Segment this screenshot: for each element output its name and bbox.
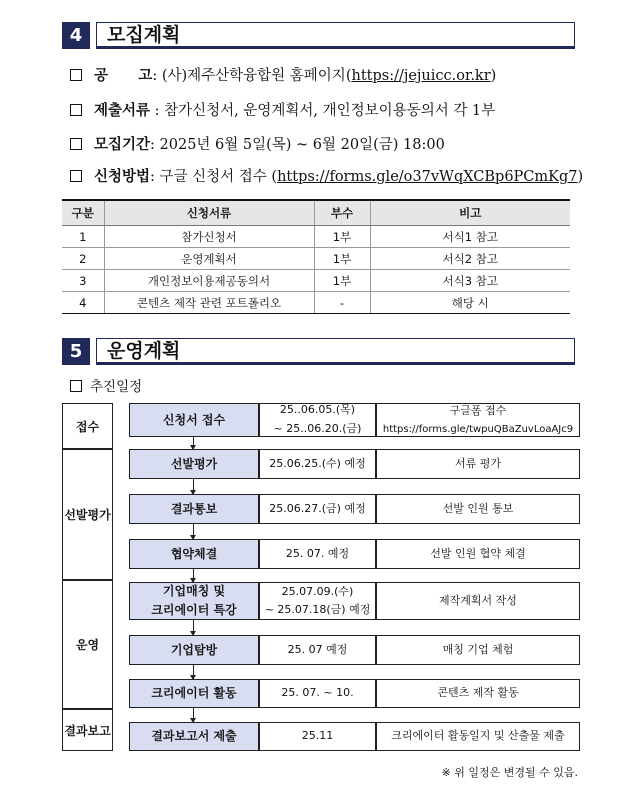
info-period: 모집기간: 2025년 6월 5일(목) ~ 6월 20일(금) 18:00 (70, 133, 445, 154)
section-5-header (62, 338, 577, 365)
section-title: 모집계획 (96, 22, 575, 47)
table-row: 3 개인정보이용제공동의서 1부 서식3 참고 (62, 270, 570, 292)
homepage-link[interactable]: https://jejuicc.or.kr (351, 68, 491, 84)
info-documents: 제출서류 : 참가신청서, 운영계획서, 개인정보이용동의서 각 1부 (70, 99, 495, 120)
step-name: 크리에이터 활동 (129, 679, 259, 708)
down-arrow-icon (193, 569, 194, 582)
section-title: 운영계획 (96, 338, 575, 363)
table-row: 2 운영계획서 1부 서식2 참고 (62, 248, 570, 270)
step-date: 25. 07. 예정 (259, 539, 376, 569)
down-arrow-icon (193, 479, 194, 494)
step-note: 제작계획서 작성 (376, 582, 580, 620)
step-date: 25.06.25.(수) 예정 (259, 449, 376, 479)
form-url[interactable]: https://forms.gle/twpuQBaZuvLoaAJc9 (382, 423, 574, 435)
checkbox-icon (70, 170, 82, 182)
down-arrow-icon (193, 437, 194, 449)
table-row: 4 콘텐츠 제작 관련 포트폴리오 - 해당 시 (62, 292, 570, 314)
step-note: 콘텐츠 제작 활동 (376, 679, 580, 708)
google-form-link[interactable]: https://forms.gle/o37vWqXCBp6PCmKg7 (277, 169, 578, 185)
table-row: 1 참가신청서 1부 서식1 참고 (62, 226, 570, 248)
step-date: 25. 07. ~ 10. (259, 679, 376, 708)
step-date: 25. 07 예정 (259, 635, 376, 665)
step-note: 선발 인원 통보 (376, 494, 580, 524)
down-arrow-icon (193, 620, 194, 635)
phase-application: 접수 (62, 403, 113, 449)
documents-table (62, 199, 570, 314)
info-method: 신청방법: 구글 신청서 접수 (https://forms.gle/o37vWqXCBp6PCmKg7) (70, 165, 583, 186)
checkbox-icon (70, 138, 82, 150)
step-date: 25.07.09.(수) ~ 25.07.18(금) 예정 (259, 582, 376, 620)
step-name: 선발평가 (129, 449, 259, 479)
step-name: 결과보고서 제출 (129, 722, 259, 751)
step-name: 기업매칭 및 크리에이터 특강 (129, 582, 259, 620)
phase-selection: 선발평가 (62, 449, 113, 580)
checkbox-icon (70, 104, 82, 116)
step-name: 기업탐방 (129, 635, 259, 665)
step-name: 결과통보 (129, 494, 259, 524)
table-header-row: 구분 신청서류 부수 비고 (62, 200, 570, 226)
section-number: 4 (62, 22, 90, 49)
step-note: 서류 평가 (376, 449, 580, 479)
step-date: 25.11 (259, 722, 376, 751)
step-date: 25.06.27.(금) 예정 (259, 494, 376, 524)
step-note: 구글폼 접수 https://forms.gle/twpuQBaZuvLoaAJc9 (376, 403, 580, 437)
down-arrow-icon (193, 708, 194, 722)
checkbox-icon (70, 69, 82, 81)
phase-report: 결과보고 (62, 709, 113, 751)
down-arrow-icon (193, 524, 194, 539)
step-note: 매칭 기업 체험 (376, 635, 580, 665)
step-name: 협약체결 (129, 539, 259, 569)
section-4-header (62, 22, 577, 49)
down-arrow-icon (193, 665, 194, 679)
schedule-footnote: ※ 위 일정은 변경될 수 있음. (441, 766, 578, 779)
schedule-subheading: 추진일정 (70, 375, 142, 395)
step-note: 크리에이터 활동일지 및 산출물 제출 (376, 722, 580, 751)
step-date: 25..06.05.(목) ~ 25..06.20.(금) (259, 403, 376, 437)
info-notice: 공 고: (사)제주산학융합원 홈페이지(https://jejuicc.or.kr) (70, 64, 496, 85)
section-number: 5 (62, 338, 90, 365)
step-name: 신청서 접수 (129, 403, 259, 437)
checkbox-icon (70, 380, 82, 392)
phase-operation: 운영 (62, 580, 113, 709)
step-note: 선발 인원 협약 체결 (376, 539, 580, 569)
